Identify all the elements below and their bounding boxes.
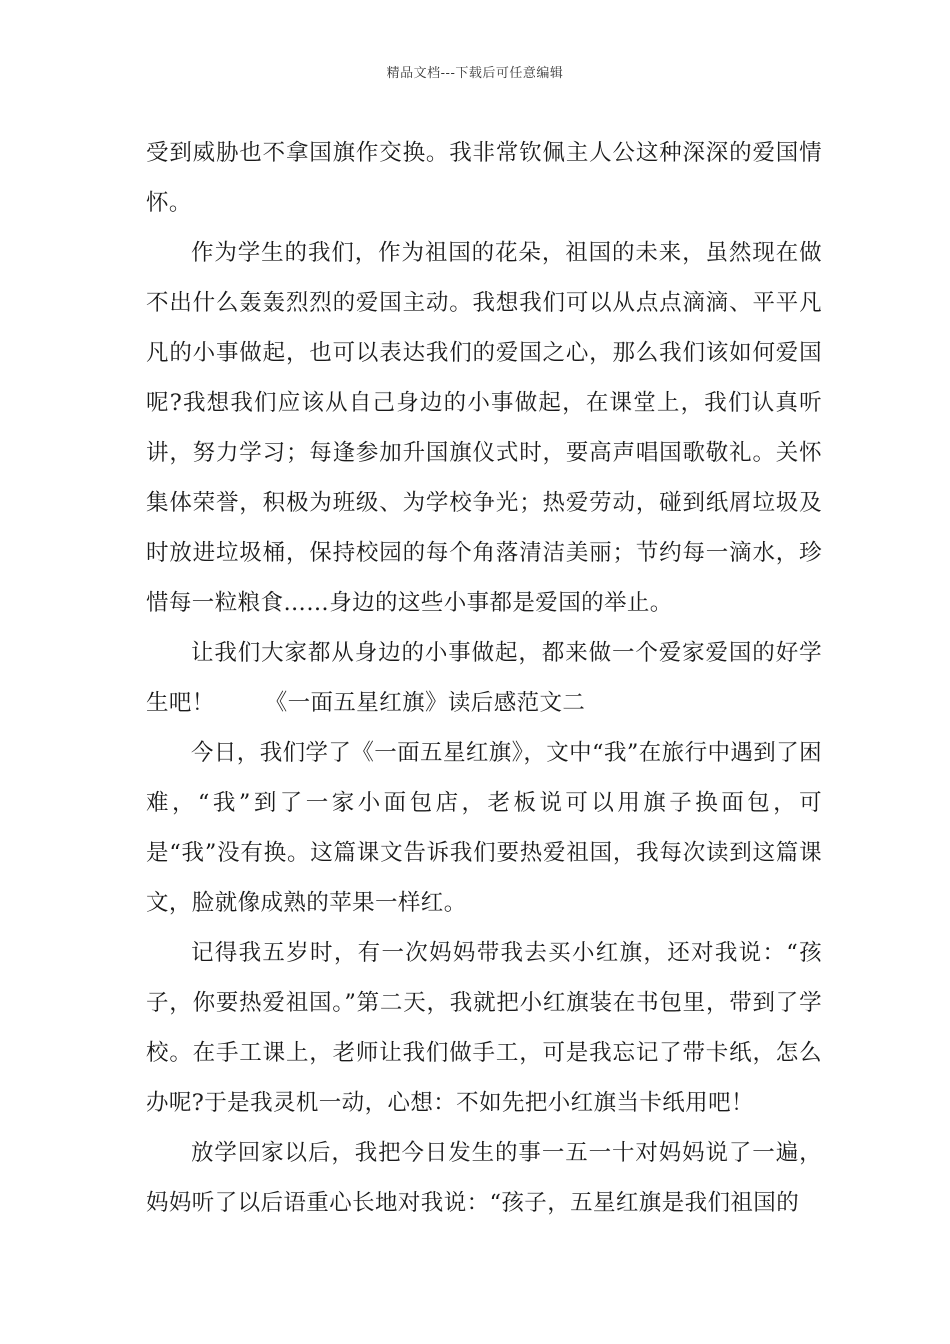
paragraph-3 — [146, 628, 822, 728]
section-subtitle: 《一面五星红旗》读后感范文二 — [264, 690, 586, 716]
paragraph-3-text: 让我们大家都从身边的小事做起，都来做一个爱家爱国的好学生吧！ — [146, 640, 822, 716]
paragraph-6: 放学回家以后，我把今日发生的事一五一十对妈妈说了一遍，妈妈听了以后语重心长地对我说：“孩子，五星红旗是我们祖国的 — [146, 1140, 822, 1216]
document-body — [146, 128, 822, 1228]
page-header: 精品文档---下载后可任意编辑 — [386, 66, 564, 81]
paragraph-1: 受到威胁也不拿国旗作交换。我非常钦佩主人公这种深深的爱国情怀。 — [146, 140, 822, 216]
paragraph-5: 记得我五岁时，有一次妈妈带我去买小红旗，还对我说：“孩子，你要热爱祖国。”第二天，我就把小红旗装在书包里，带到了学校。在手工课上，老师让我们做手工，可是我忘记了带卡纸，怎么办呢?于是我灵机一动，心想：不如先把小红旗当卡纸用吧！ — [146, 940, 822, 1116]
paragraph-4: 今日，我们学了《一面五星红旗》，文中“我”在旅行中遇到了困难，“我”到了一家小面包店，老板说可以用旗子换面包，可是“我”没有换。这篇课文告诉我们要热爱祖国，我每次读到这篇课文，脸就像成熟的苹果一样红。 — [146, 740, 822, 916]
paragraph-2: 作为学生的我们，作为祖国的花朵，祖国的未来，虽然现在做不出什么轰轰烈烈的爱国主动。我想我们可以从点点滴滴、平平凡凡的小事做起，也可以表达我们的爱国之心，那么我们该如何爱国呢?我想我们应该从自己身边的小事做起，在课堂上，我们认真听讲，努力学习；每逢参加升国旗仪式时，要高声唱国歌敬礼。关怀集体荣誉，积极为班级、为学校争光；热爱劳动，碰到纸屑垃圾及时放进垃圾桶，保持校园的每个角落清洁美丽；节约每一滴水，珍惜每一粒粮食……身边的这些小事都是爱国的举止。 — [146, 240, 822, 616]
